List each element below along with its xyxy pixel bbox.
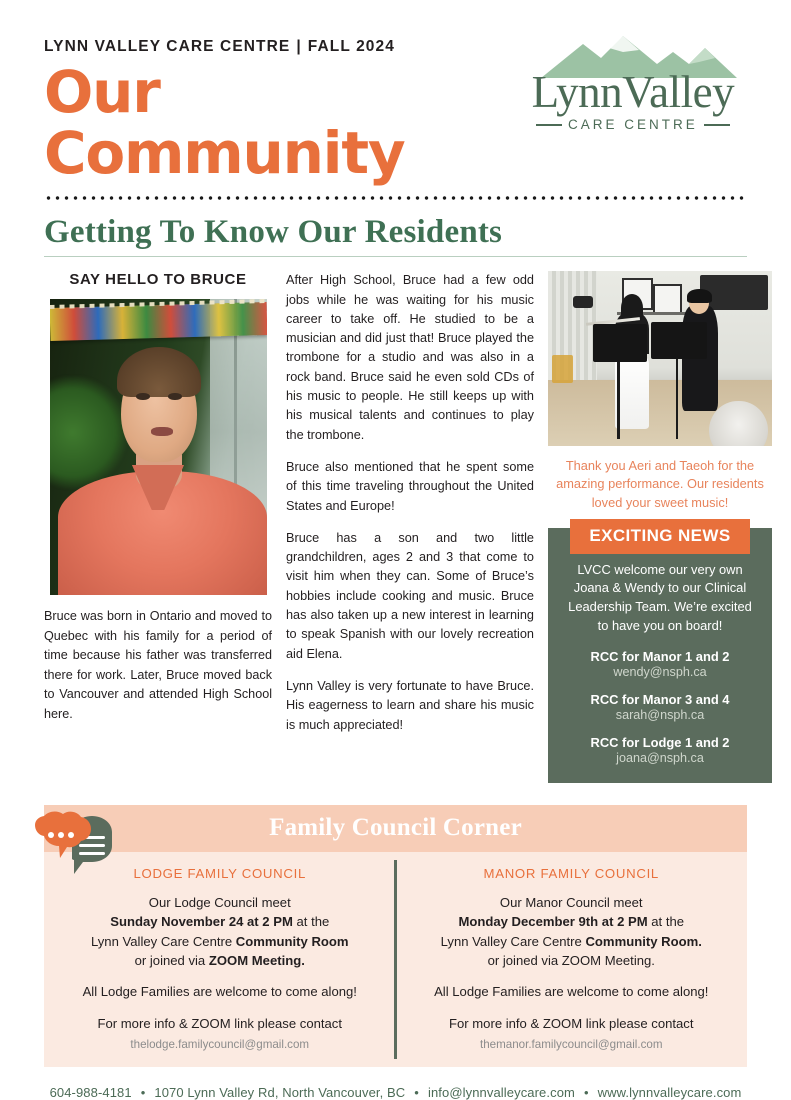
kicker-line bbox=[44, 38, 519, 56]
footer-website[interactable]: www.lynnvalleycare.com bbox=[597, 1085, 742, 1100]
music-stand-pole-1 bbox=[617, 362, 620, 439]
footer-separator-1: • bbox=[140, 1085, 146, 1100]
logo-wordmark: LynnValley bbox=[531, 67, 735, 117]
article-paragraph-3: Bruce has a son and two little grandchildren, ages 2 and 3 that come to visit him when they can. Some of Bruce’s hobbies include cooking and music. Bruce has also taken up a new interest in learning to speak Spanish with our lovely recreation aid Elena. bbox=[286, 530, 534, 661]
page-title: Our Community bbox=[44, 58, 405, 187]
manor-line4: or joined via ZOOM Meeting. bbox=[487, 953, 655, 969]
manor-council-subtitle: MANOR FAMILY COUNCIL bbox=[483, 865, 659, 881]
musicians-performance-photo bbox=[548, 271, 772, 446]
manor-line3: Lynn Valley Care Centre bbox=[440, 933, 586, 949]
music-stand-pole-2 bbox=[676, 359, 679, 440]
manor-welcome-text: All Lodge Families are welcome to come along! bbox=[434, 984, 709, 1000]
family-council-header-band bbox=[44, 805, 747, 852]
manor-room-bold: Community Room. bbox=[585, 933, 702, 949]
logo-rule-left bbox=[536, 124, 562, 126]
photo-chair bbox=[552, 355, 572, 383]
exciting-news-badge: EXCITING NEWS bbox=[570, 519, 750, 554]
article-paragraph-4: Lynn Valley is very fortunate to have Bruce. His eagerness to learn and share his music is much appreciated! bbox=[286, 678, 534, 732]
lodge-council-subtitle: LODGE FAMILY COUNCIL bbox=[133, 865, 307, 881]
manor-date-bold: Monday December 9th at 2 PM bbox=[458, 914, 648, 930]
rcc-email[interactable]: sarah@nsph.ca bbox=[615, 707, 705, 722]
photo-eye-right bbox=[168, 393, 182, 401]
photo-speaker bbox=[573, 296, 593, 308]
article-column bbox=[286, 271, 534, 782]
photo-clarinetist-hair bbox=[687, 289, 712, 303]
exciting-news-body: LVCC welcome our very own Joana & Wendy to our Clinical Leadership Team. We’re excited to have you on board! bbox=[568, 561, 752, 633]
family-council-columns bbox=[44, 852, 747, 1068]
rcc-email[interactable]: joana@nsph.ca bbox=[616, 750, 704, 765]
rcc-role-label: RCC for Lodge 1 and 2 bbox=[590, 734, 730, 750]
footer-separator-3: • bbox=[583, 1085, 589, 1100]
right-column bbox=[548, 271, 772, 782]
section-underline bbox=[44, 256, 747, 258]
manor-council-meeting-details bbox=[418, 893, 726, 972]
masthead-text-block bbox=[44, 32, 519, 187]
lodge-zoom-bold: ZOOM Meeting. bbox=[208, 953, 305, 969]
exciting-news-card bbox=[548, 525, 772, 783]
lodge-contact-line: For more info & ZOOM link please contact bbox=[97, 1015, 342, 1031]
manor-council-email[interactable]: themanor.familycouncil@gmail.com bbox=[479, 1038, 663, 1052]
logo bbox=[519, 32, 747, 132]
lodge-room-bold: Community Room bbox=[235, 933, 349, 949]
footer-contact-bar bbox=[44, 1085, 747, 1100]
masthead bbox=[44, 0, 747, 187]
lodge-welcome-text: All Lodge Families are welcome to come along! bbox=[82, 984, 357, 1000]
lodge-line1: Our Lodge Council meet bbox=[148, 894, 291, 910]
main-content bbox=[44, 271, 764, 782]
footer-separator-2: • bbox=[414, 1085, 419, 1100]
left-column bbox=[44, 271, 272, 782]
lodge-line2-tail: at the bbox=[292, 914, 330, 930]
photo-wall-frame-2 bbox=[653, 284, 682, 314]
dotted-divider-top bbox=[44, 196, 747, 200]
rcc-contact-2 bbox=[562, 692, 758, 722]
logo-rule-right bbox=[704, 124, 730, 126]
rcc-role-label: RCC for Manor 1 and 2 bbox=[590, 648, 730, 664]
family-council-section bbox=[44, 805, 747, 1068]
logo-subtitle: CARE CENTRE bbox=[568, 117, 698, 132]
lodge-line4: or joined via bbox=[134, 953, 209, 969]
birthday-banner bbox=[50, 302, 267, 341]
rcc-contact-3 bbox=[562, 735, 758, 765]
manor-line1: Our Manor Council meet bbox=[499, 894, 643, 910]
kicker-organization: LYNN VALLEY CARE CENTRE bbox=[44, 38, 291, 55]
speech-bubbles-icon bbox=[32, 808, 118, 886]
bruce-portrait-photo bbox=[50, 299, 267, 595]
musicians-photo-caption: Thank you Aeri and Taeoh for the amazing performance. Our residents loved your sweet music! bbox=[556, 458, 764, 510]
section-heading: Getting To Know Our Residents bbox=[44, 213, 503, 250]
music-stand-board-1 bbox=[593, 324, 647, 363]
manor-line2-tail: at the bbox=[647, 914, 685, 930]
logo-subtitle-row bbox=[519, 117, 747, 132]
kicker-separator: | bbox=[296, 38, 302, 55]
footer-phone[interactable]: 604-988-4181 bbox=[49, 1085, 132, 1100]
photo-plant bbox=[50, 376, 128, 488]
rcc-email[interactable]: wendy@nsph.ca bbox=[613, 664, 707, 679]
family-council-title: Family Council Corner bbox=[269, 813, 522, 841]
lodge-council-email[interactable]: thelodge.familycouncil@gmail.com bbox=[130, 1038, 310, 1052]
rcc-role-label: RCC for Manor 3 and 4 bbox=[590, 691, 730, 707]
rcc-contact-1 bbox=[562, 649, 758, 679]
lodge-council-meeting-details bbox=[66, 893, 374, 972]
article-paragraph-2: Bruce also mentioned that he spent some of this time traveling throughout the United States and Europe! bbox=[286, 459, 534, 513]
kicker-issue: FALL 2024 bbox=[307, 38, 395, 55]
article-paragraph-1: After High School, Bruce had a few odd jobs while he was waiting for his music career to take off. He studied to be a musician and did just that! Bruce played the trombone for a studio and was also in a rock band. Bruce said he even sold CDs of his music to people. He still keeps up with his musical talents and continues to play the trombone. bbox=[286, 273, 534, 442]
lodge-date-bold: Sunday November 24 at 2 PM bbox=[110, 914, 293, 930]
footer-email[interactable]: info@lynnvalleycare.com bbox=[427, 1085, 575, 1100]
family-council-divider bbox=[394, 860, 397, 1060]
music-stand-board-2 bbox=[651, 322, 707, 359]
bruce-bio-caption: Bruce was born in Ontario and moved to Quebec with his family for a period of time because his father was transferred there for work. Later, Bruce moved back to Vancouver and attended High School here. bbox=[44, 609, 272, 721]
manor-contact-line: For more info & ZOOM link please contact bbox=[448, 1015, 694, 1031]
lodge-line3: Lynn Valley Care Centre bbox=[90, 933, 236, 949]
say-hello-heading: SAY HELLO TO BRUCE bbox=[69, 271, 247, 289]
footer-address: 1070 Lynn Valley Rd, North Vancouver, BC bbox=[154, 1085, 406, 1100]
photo-mouth bbox=[151, 427, 173, 436]
photo-flutist-dress bbox=[615, 352, 649, 429]
